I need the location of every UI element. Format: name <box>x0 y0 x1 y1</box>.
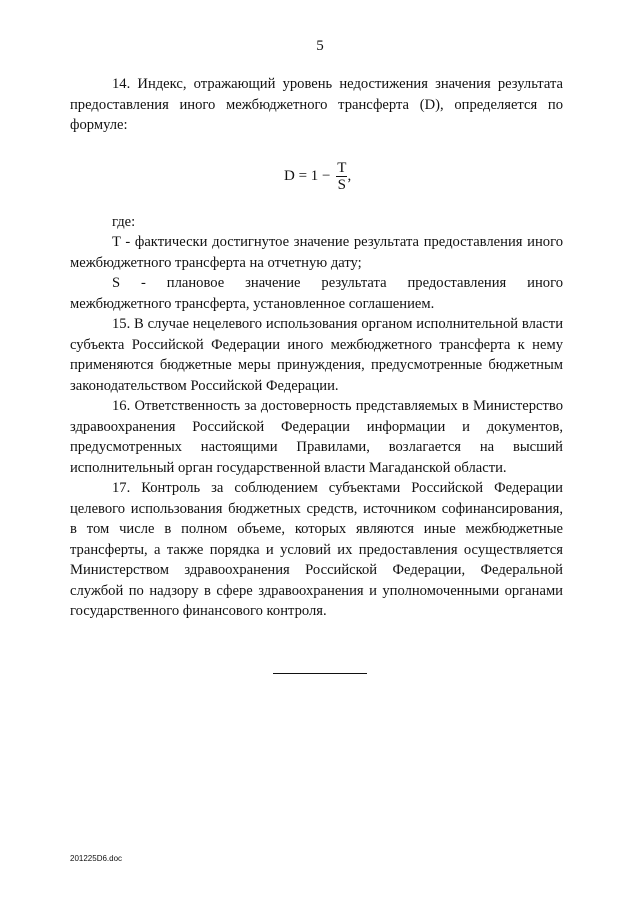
end-divider <box>273 673 367 674</box>
paragraph-14: 14. Индекс, отражающий уровень недостижения значения результата предоставления иного межбюджетного трансферта (D), определяется по формуле: <box>70 76 563 133</box>
footer-doc-code: 201225D6.doc <box>70 854 123 863</box>
paragraph-17: 17. Контроль за соблюдением субъектами Российской Федерации целевого использования бюджетных средств, источником софинансирования, в том числе в полном объеме, которых являются иные межбюджетные трансферты, а также порядка и условий их предоставления осуществляется Министерством здравоохранения Российской Федерации, Федеральной службой по надзору в сфере здравоохранения и уполномоченными органами государственного финансового контроля. <box>70 480 563 619</box>
t-definition: T - фактически достигнутое значение результата предоставления иного межбюджетного трансферта на отчетную дату; <box>70 234 563 271</box>
where-label: где: <box>112 213 136 230</box>
formula-trail: , <box>347 167 352 184</box>
page-number: 5 <box>316 38 324 54</box>
paragraph-16: 16. Ответственность за достоверность представляемых в Министерство здравоохранения Российской Федерации информации и документов, предусмотренных настоящими Правилами, возлагается на высший исполнительный орган государственной власти Магаданской области. <box>70 398 563 476</box>
document-body <box>70 74 563 622</box>
paragraph-15: 15. В случае нецелевого использования органом исполнительной власти субъекта Российской Федерации иного межбюджетного трансферта к нему применяются бюджетные меры принуждения, предусмотренные бюджетным законодательством Российской Федерации. <box>70 316 563 394</box>
s-definition: S - плановое значение результата предоставления иного межбюджетного трансферта, установленное соглашением. <box>70 275 563 312</box>
formula-denominator: S <box>337 176 347 193</box>
formula-numerator: T <box>337 159 347 176</box>
formula-lhs: D = 1 − <box>284 167 331 184</box>
formula-fraction <box>336 160 347 193</box>
formula-expression <box>284 160 351 193</box>
formula <box>70 144 563 202</box>
